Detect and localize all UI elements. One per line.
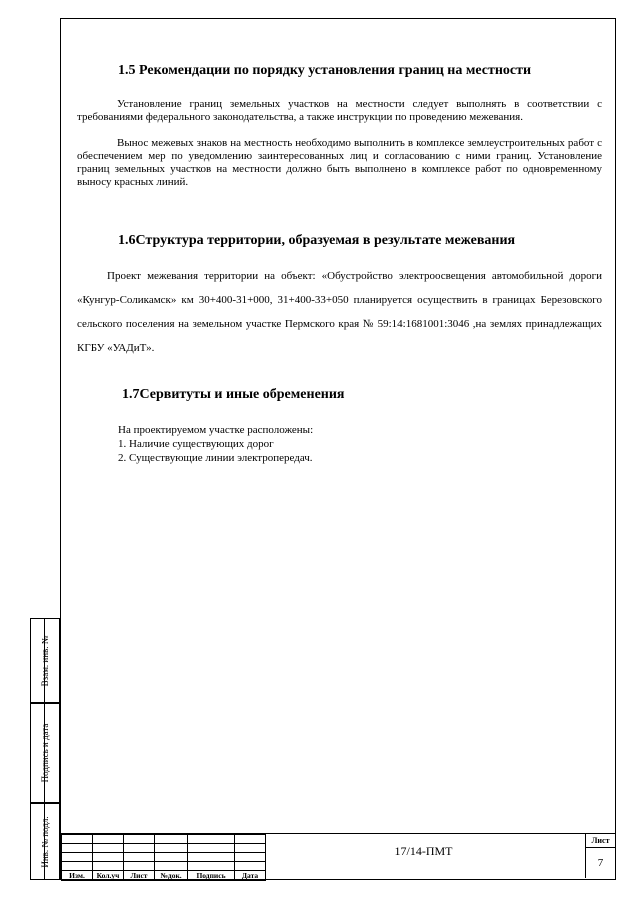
document-code: 17/14-ПМТ [394, 844, 453, 858]
section-1-7-title: 1.7Сервитуты и иные обременения [122, 387, 345, 402]
sheet-box [585, 834, 615, 878]
section-1-5-title: 1.5 Рекомендации по порядку установления границ на местности [118, 63, 532, 78]
hdr-ndok: №док. [155, 871, 188, 881]
list-item-1: 1. Наличие существующих дорог [118, 438, 274, 450]
hdr-data: Дата [235, 871, 266, 881]
section-1-5-para2: Вынос межевых знаков на местность необходимо выполнить в комплексе землеустроительных работ с обеспечением мер по уведомлению заинтересованных лиц и согласованию с ними границ. Установление границ земельных участков на местности должно быть выполнено в комплексе работ по одновременному выносу красных линий. [77, 137, 602, 188]
hdr-izm: Изм. [62, 871, 93, 881]
list-intro: На проектируемом участке расположены: [118, 424, 314, 436]
section-1-6-title: 1.6Структура территории, образуемая в результате межевания [118, 233, 516, 248]
side-stamp-podpis [30, 703, 60, 803]
section-1-7-list [118, 423, 313, 465]
title-block-grid [61, 834, 266, 881]
vzam-label: Взам. инв. № [40, 635, 50, 686]
title-block [60, 833, 616, 880]
side-stamp-vzam [30, 618, 60, 703]
sheet-number: 7 [597, 857, 604, 869]
podpis-label: Подпись и дата [40, 723, 50, 783]
section-1-5-para1: Установление границ земельных участков на местности следует выполнять в соответствии с требованиями федерального законодательства, а также инструкции по проведению межевания. [77, 98, 602, 123]
section-1-6-para: Проект межевания территории на объект: «Обустройство электроосвещения автомобильной дороги «Кунгур-Соликамск» км 30+400-31+000, 31+400-33+050 планируется осуществить в границах Березовского сельского поселения на земельном участке Пермского края № 59:14:1681001:3046 ,на землях принадлежащих КГБУ «УАДиТ». [77, 270, 602, 354]
side-stamp-inv [30, 803, 60, 880]
hdr-koluch: Кол.уч [93, 871, 124, 881]
hdr-list: Лист [124, 871, 155, 881]
inv-label: Инв. № подл. [40, 815, 50, 868]
hdr-podpis: Подпись [188, 871, 235, 881]
list-item-2: 2. Существующие линии электропередач. [118, 452, 313, 464]
sheet-label: Лист [586, 836, 615, 848]
